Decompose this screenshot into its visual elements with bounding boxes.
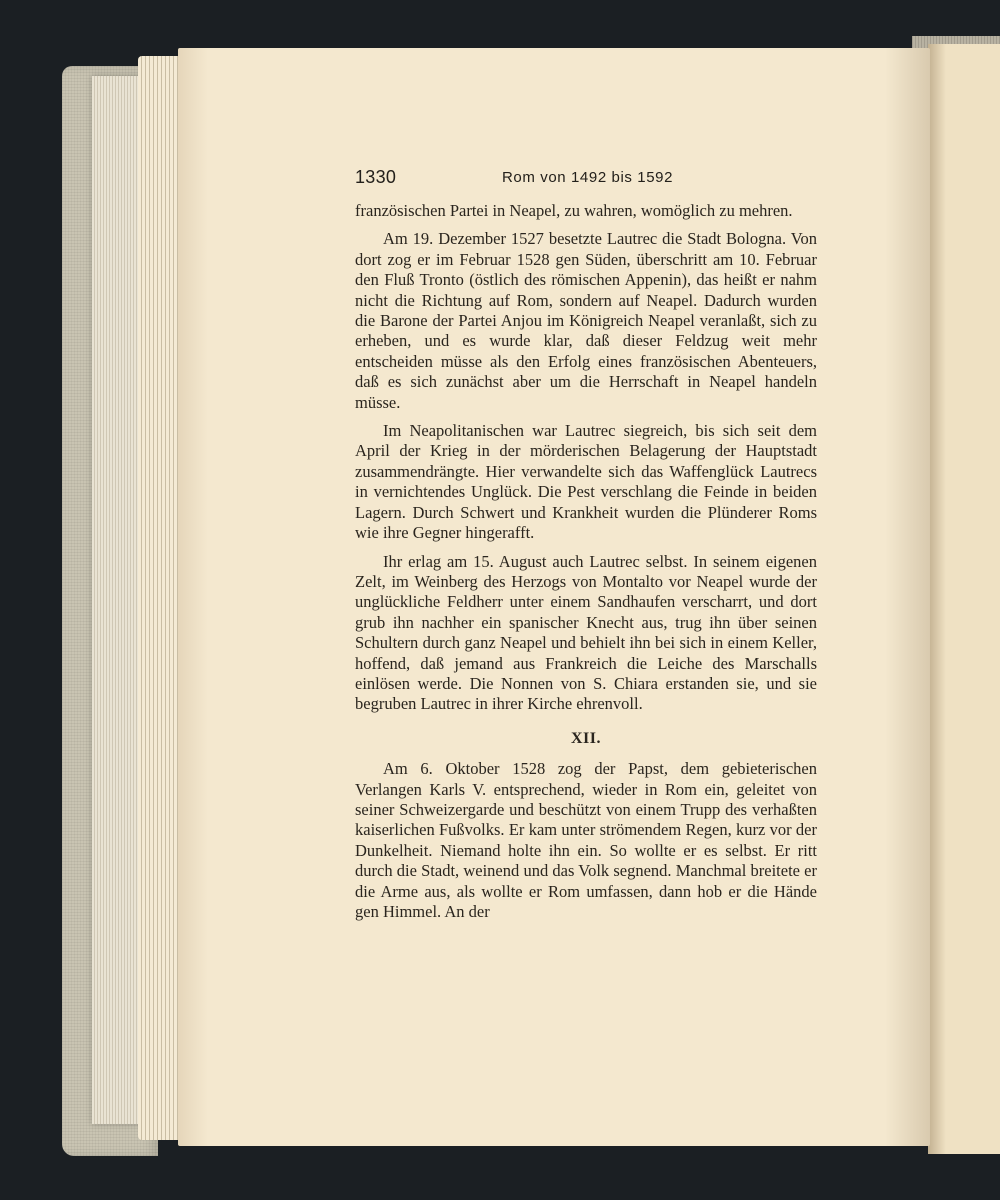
section-heading: XII.	[570, 729, 601, 747]
page-number: 1330	[355, 167, 397, 187]
running-head: Rom von 1492 bis 1592	[502, 169, 674, 186]
page-header	[355, 167, 815, 191]
body-text	[355, 201, 817, 930]
paragraph: Am 19. Dezember 1527 besetzte Lautrec die Stadt Bologna. Von dort zog er im Februar 1528 gen Süden, überschritt am 10. Februar den Fluß Tronto (östlich des römischen Appenin), das heißt er nahm nicht die Richtung auf Rom, sondern auf Neapel. Dadurch wurden die Barone der Partei Anjou im Königreich Neapel veranlaßt, sich zu erheben, und es wurde klar, daß dieser Feldzug weit mehr entscheiden müsse als den Erfolg eines französischen Abenteuers, daß es sich zunächst aber um die Herrschaft in Neapel handeln müsse.	[355, 229, 817, 412]
paragraph: Im Neapolitanischen war Lautrec siegreich, bis sich seit dem April der Krieg in der mörderischen Belagerung der Hauptstadt zusammendrängte. Hier verwandelte sich das Waffenglück Lautrecs in vernichtendes Unglück. Die Pest verschlang die Feinde in beiden Lagern. Durch Schwert und Krankheit wurden die Plünderer Roms wie ihre Gegner hingerafft.	[355, 421, 817, 543]
paragraph: französischen Partei in Neapel, zu wahren, womöglich zu mehren.	[355, 201, 793, 220]
paragraph: Am 6. Oktober 1528 zog der Papst, dem gebieterischen Verlangen Karls V. entsprechend, wieder in Rom ein, geleitet von seiner Schweizergarde und beschützt von einem Trupp des verhaßten kaiserlichen Fußvolks. Er kam unter strömendem Regen, kurz vor der Dunkelheit. Niemand holte ihn ein. So wollte er es selbst. Er ritt durch die Stadt, weinend und das Volk segnend. Manchmal breitete er die Arme aus, als wollte er Rom umfassen, dann hob er die Hände gen Himmel. An der	[355, 759, 817, 921]
facing-page	[928, 44, 1000, 1154]
paragraph: Ihr erlag am 15. August auch Lautrec selbst. In seinem eigenen Zelt, im Weinberg des Herzogs von Montalto vor Neapel wurde der unglückliche Feldherr unter einem Sandhaufen verscharrt, und dort grub ihn nachher ein spanischer Knecht aus, trug ihn über seinen Schultern durch ganz Neapel und behielt ihn bei sich in einem Keller, hoffend, daß jemand aus Frankreich die Leiche des Marschalls einlösen werde. Die Nonnen von S. Chiara erstanden sie, und sie begruben Lautrec in ihrer Kirche ehrenvoll.	[355, 551, 817, 714]
